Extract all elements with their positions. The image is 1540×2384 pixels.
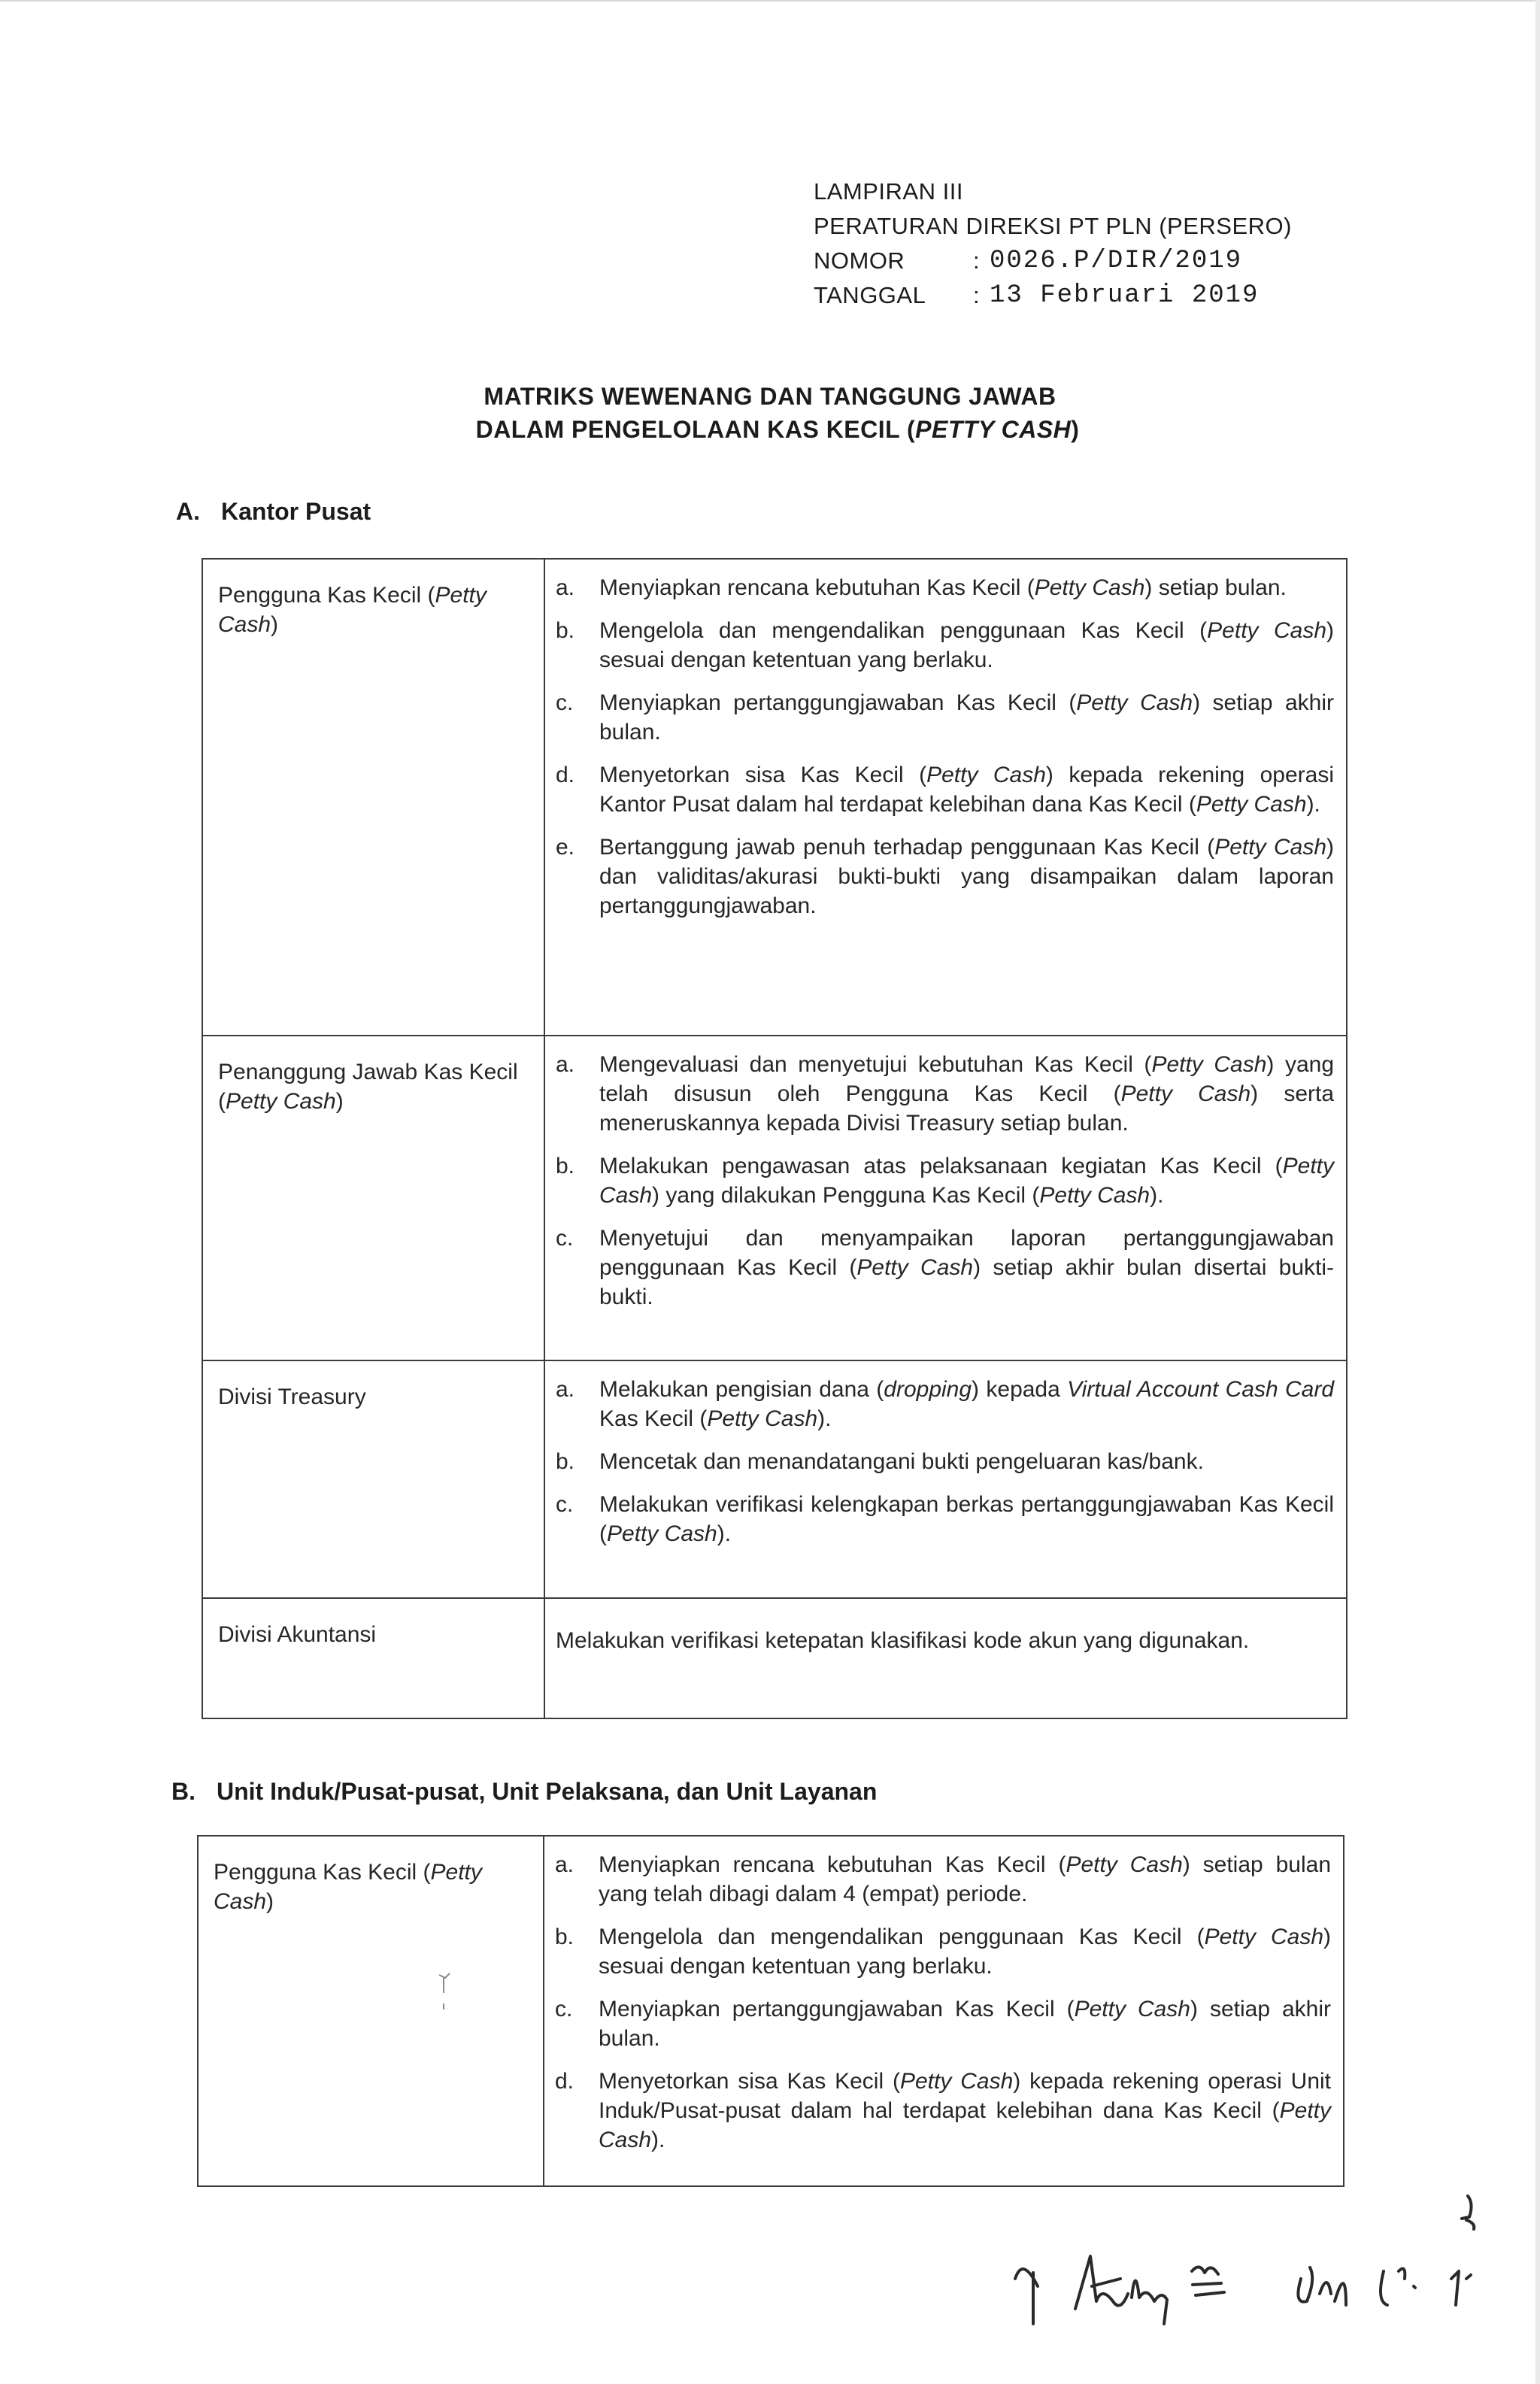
initial-mark-1 [1015,2269,1038,2324]
duty-item [555,1994,1331,2053]
header-line-tanggal [814,278,1292,313]
header-tanggal-label: TANGGAL [814,282,926,308]
italic-term: Petty Cash [1034,575,1145,600]
table-row [202,1036,1347,1360]
duty-item [556,616,1334,675]
header-line-peraturan [814,209,1292,244]
duty-text: Mengelola dan mengendalikan penggunaan Kas Kecil (Petty Cash) sesuai dengan ketentuan yang berlaku. [599,618,1335,672]
duty-label: d. [555,2069,574,2094]
duty-item [556,1050,1334,1138]
role-cell [202,1036,544,1360]
pen-mark [435,1970,457,2015]
initial-mark-4 [1192,2267,1224,2295]
italic-term: Petty Cash [1207,618,1327,643]
duty-item [556,1375,1334,1433]
title-line-2 [0,413,1540,446]
role-cell [202,559,544,1036]
italic-term: dropping [884,1377,972,1402]
header-line-lampiran [814,174,1292,209]
duties-cell [544,1036,1347,1360]
duty-item [556,1490,1334,1548]
section-b-title: Unit Induk/Pusat-pusat, Unit Pelaksana, dan Unit Layanan [217,1778,878,1805]
duty-text: Bertanggung jawab penuh terhadap penggunaan Kas Kecil (Petty Cash) dan validitas/akurasi bukti-bukti yang disampaikan dalam laporan pertanggungjawaban. [599,835,1335,918]
table-row [202,1598,1347,1718]
duty-label: a. [556,1377,575,1402]
duty-text: Mencetak dan menandatangani bukti pengeluaran kas/bank. [599,1449,1204,1474]
section-b-letter: B. [171,1778,196,1805]
duty-item [556,688,1334,747]
italic-term: Petty Cash [1196,792,1307,817]
title-line-2-prefix: DALAM PENGELOLAAN KAS KECIL ( [475,416,916,443]
duty-label: b. [556,1449,575,1474]
italic-term: Petty Cash [899,2069,1014,2094]
role-label: Divisi Treasury [218,1385,366,1409]
duties-cell [544,1360,1347,1598]
duty-item [556,1447,1334,1476]
duty-label: c. [556,690,574,715]
italic-term: Petty Cash [1151,1052,1267,1077]
italic-term: Petty Cash [226,1089,336,1114]
title-line-2-italic: PETTY CASH [915,416,1072,443]
duty-text: Menyiapkan rencana kebutuhan Kas Kecil (Petty Cash) setiap bulan yang telah dibagi dalam 4 (empat) periode. [599,1852,1332,1906]
section-a-heading [176,496,371,526]
duty-item [556,1224,1334,1312]
duty-item [555,1850,1331,1909]
role-cell [202,1598,544,1718]
duty-text: Menyiapkan pertanggungjawaban Kas Kecil (Petty Cash) setiap akhir bulan. [599,1997,1331,2051]
duty-text: Menyiapkan pertanggungjawaban Kas Kecil (Petty Cash) setiap akhir bulan. [599,690,1334,745]
italic-term: Petty Cash [214,1860,482,1914]
duty-item [556,833,1334,921]
duty-text: Melakukan verifikasi ketepatan klasifikasi kode akun yang digunakan. [556,1628,1250,1653]
duties-cell [544,559,1347,1036]
section-a-title: Kantor Pusat [221,498,371,525]
title-line-1: MATRIKS WEWENANG DAN TANGGUNG JAWAB [484,383,1056,410]
duty-label: c. [555,1997,573,2022]
duty-label: c. [556,1492,574,1517]
role-label: Pengguna Kas Kecil (Petty Cash) [214,1860,482,1914]
duty-label: b. [556,618,575,643]
italic-term: Petty Cash [856,1255,974,1280]
duty-text: Melakukan pengawasan atas pelaksanaan kegiatan Kas Kecil (Petty Cash) yang dilakukan Pengguna Kas Kecil (Petty Cash). [599,1154,1334,1208]
italic-term: Petty Cash [218,583,487,637]
duty-text: Menyiapkan rencana kebutuhan Kas Kecil (Petty Cash) setiap bulan. [599,575,1287,600]
title-line-2-suffix: ) [1071,416,1080,443]
duty-text: Menyetorkan sisa Kas Kecil (Petty Cash) kepada rekening operasi Unit Induk/Pusat-pusat dalam hal terdapat kelebihan dana Kas Kecil (Petty Cash). [599,2069,1331,2152]
duty-text: Menyetorkan sisa Kas Kecil (Petty Cash) kepada rekening operasi Kantor Pusat dalam hal terdapat kelebihan dana Kas Kecil (Petty Cash). [599,763,1335,817]
handwritten-initials [1008,2173,1519,2369]
duty-label: a. [556,1052,575,1077]
duties-cell [544,1836,1344,2186]
italic-term: Petty Cash [1076,690,1193,715]
document-header [814,174,1292,313]
duty-label: b. [555,1924,574,1949]
header-tanggal-value: 13 Februari 2019 [990,281,1260,310]
duty-label: b. [556,1154,575,1178]
duty-item [555,1922,1331,1981]
duty-text: Melakukan verifikasi kelengkapan berkas pertanggungjawaban Kas Kecil (Petty Cash). [599,1492,1334,1546]
section-a-table [202,558,1348,1719]
italic-term: Petty Cash [1204,1924,1324,1949]
document-title [0,380,1540,446]
initial-mark-3 [1132,2281,1167,2325]
italic-term: Petty Cash [1039,1183,1150,1208]
role-label: Penanggung Jawab Kas Kecil (Petty Cash) [218,1060,518,1114]
italic-term: Petty Cash [707,1406,818,1431]
initial-mark-2 [1075,2256,1128,2309]
table-row [198,1836,1344,2186]
italic-term: Petty Cash [599,2098,1331,2152]
scan-right-edge [1535,0,1540,2384]
table-row [202,559,1347,1036]
duty-text: Mengevaluasi dan menyetujui kebutuhan Kas Kecil (Petty Cash) yang telah disusun oleh Pengguna Kas Kecil (Petty Cash) serta meneruskannya kepada Divisi Treasury setiap bulan. [599,1052,1335,1136]
italic-term: Petty Cash [1066,1852,1183,1877]
italic-term: Petty Cash [1214,835,1327,860]
duty-item [556,760,1334,819]
duty-label: e. [556,835,575,860]
role-cell [198,1836,544,2186]
duty-label: d. [556,763,575,787]
duty-item [556,573,1334,602]
header-nomor-label: NOMOR [814,247,905,274]
table-row [202,1360,1347,1598]
duties-cell [544,1598,1347,1718]
header-line-nomor [814,244,1292,278]
header-peraturan: PERATURAN DIREKSI PT PLN (PERSERO) [814,213,1292,239]
scan-top-edge [0,0,1540,2]
initial-mark-5 [1298,2267,1346,2305]
header-nomor-colon: : [973,247,981,274]
section-b-heading [171,1776,877,1806]
role-label: Divisi Akuntansi [218,1622,377,1647]
italic-term: Petty Cash [607,1521,717,1546]
duty-text: Menyetujui dan menyampaikan laporan pertanggungjawaban penggunaan Kas Kecil (Petty Cash) setiap akhir bulan disertai bukti-bukti. [599,1226,1335,1309]
italic-term: Petty Cash [599,1154,1334,1208]
italic-term: Petty Cash [1120,1081,1251,1106]
duty-label: a. [555,1852,574,1877]
duty-text: Mengelola dan mengendalikan penggunaan Kas Kecil (Petty Cash) sesuai dengan ketentuan yang berlaku. [599,1924,1332,1979]
header-nomor-value: 0026.P/DIR/2019 [990,247,1243,275]
duty-item [556,1151,1334,1210]
duty-item [555,2067,1331,2155]
initial-mark-6 [1381,2269,1415,2305]
duty-label: a. [556,575,575,600]
duty-text: Melakukan pengisian dana (dropping) kepada Virtual Account Cash Card Kas Kecil (Petty Cash). [599,1377,1335,1431]
role-label: Pengguna Kas Kecil (Petty Cash) [218,583,487,637]
section-a-letter: A. [176,498,200,525]
role-cell [202,1360,544,1598]
header-lampiran: LAMPIRAN III [814,178,963,205]
duty-label: c. [556,1226,574,1251]
italic-term: Virtual Account Cash Card [1067,1377,1335,1402]
italic-term: Petty Cash [926,763,1046,787]
initial-mark-8 [1462,2196,1474,2229]
header-tanggal-colon: : [973,282,981,308]
italic-term: Petty Cash [1074,1997,1190,2022]
initial-mark-7 [1451,2271,1471,2305]
section-b-table [197,1835,1344,2187]
